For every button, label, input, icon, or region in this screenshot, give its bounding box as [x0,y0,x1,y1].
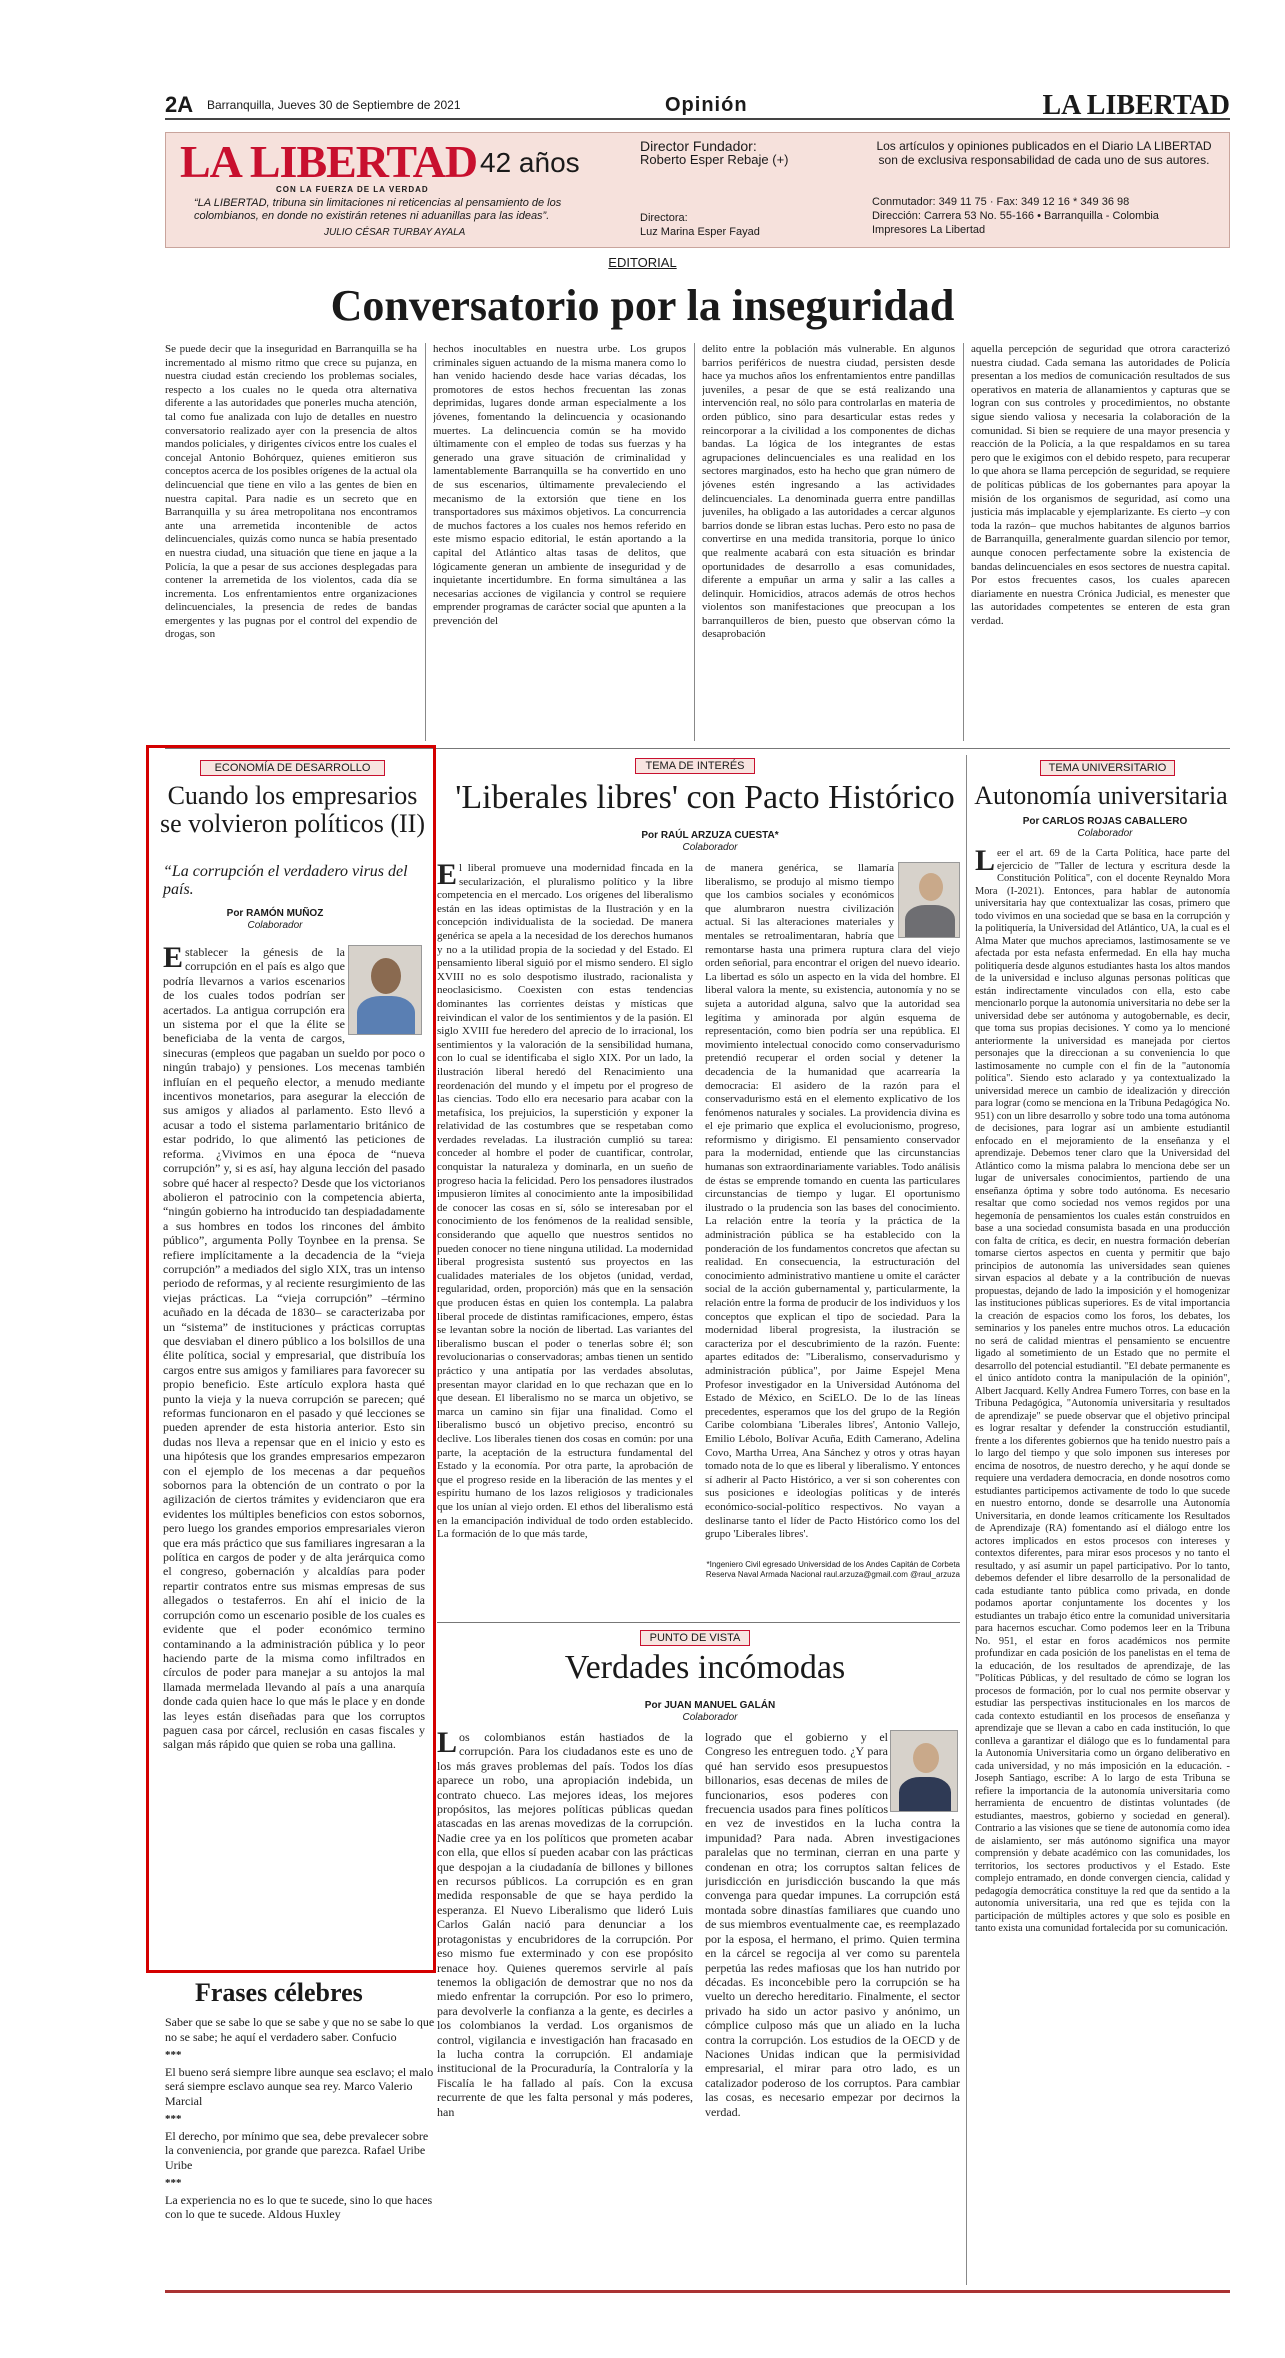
quote-separator: *** [165,2049,182,2061]
column-divider [963,343,964,741]
editorial-title: Conversatorio por la inseguridad [330,281,955,330]
right-article-byline [990,816,1220,840]
bottom-article-role: Colaborador [682,1712,738,1723]
quote-item: El bueno será siempre libre aunque sea esclavo; el malo será siempre esclavo aunque sea rey. Marco Valerio Marcial [165,2064,434,2108]
directora-name: Luz Marina Esper Fayad [640,226,760,238]
quote-item: Saber que se sabe lo que se sabe y que no se sabe lo que no se sabe; he aquí el verdadero saber. Confucio [165,2015,435,2044]
bottom-article-tag: PUNTO DE VISTA [640,1630,750,1646]
section-divider [437,1622,960,1623]
center-article-column-2 [705,862,960,1552]
center-article-text-b: de manera genérica, se llamaría liberalismo, se produjo al mismo tiempo que los cambios sociales y económicos que alumbraron nuestra civilización actual. Si las alteraciones materiales y mentales se retroalimentaran, habría que remontarse hasta una primera ruptura clara del viejo orden señorial, para encontrar el origen del nuevo ideario. La libertad es sólo un aspecto en la vida del hombre. El liberal valora la mente, su existencia, autonomía y no se sujeta a autoridad alguna, salvo que la autoridad sea legítima y aminorada por algún esquema de representación, como bien podría ser una república. El movimiento intelectual conocido como conservadurismo pretendió recuperar el orden social y detener la decadencia de la humanidad que acarrearía la democracia: El asidero de la razón para el conservadurismo está en el elemento explicativo de los fenómenos naturales y sociales. La providencia divina es el eje primario que explica el evolucionismo, progreso, reformismo y dirigismo. El pensamiento conservador para la modernidad, entiende que las circunstancias humanas son extraordinariamente variables. Todo análisis de éstas se emprende tomando en cuenta las particulares circunstancias de tiempo y lugar. El oportunismo ilustrado o la prudencia son las bases del conocimiento. La relación entre la teoría y la práctica de la administración pública se ha establecido con la ponderación de los fundamentos concretos que afectan su realidad. En consecuencia, la estructuración del conocimiento administrativo mantiene u omite el carácter social de la acción gubernamental y, particularmente, la relación entre la forma de producir de los individuos y los conceptos que explican el tipo de sociedad. Para la modernidad liberal progresista, la ilustración se caracteriza por el descubrimiento de la razón. Fuente: apartes editados de: "Liberalismo, conservadurismo y administración pública", por Jaime Espejel Mena Profesor investigador en la Universidad Autónoma del Estado de México, en SciELO. De lo de las líneas precedentes, esperamos que los del grupo de la Región Caribe colombiana 'Liberales libres', Antonio Vallejo, Emilio Lébolo, Bolívar Acuña, Edith Camerano, Adelina Covo, Martha Urrea, Ana Sánchez y otros y otras hayan tomado nota de lo que es liberal y liberalismo. Y entonces sí adherir al Pacto Histórico, a ver si son coherentes con sus posiciones e ideologías políticas y de interés económico-social-político respectivos. No vayan a deslinarse tanto el líder de Pacto Histórico como los del grupo 'Liberales libres'. [705,862,960,1541]
bottom-article-byline [620,1700,800,1724]
editorial-text-1: Se puede decir que la inseguridad en Barranquilla se ha incrementado al mismo ritmo que crece su pujanza, en nuestra ciudad están creciendo los problemas sociales, respecto a los cuales no le queda otra alternativa diferente a las autoridades que ponerles mucha atención, tal como fue analizada con lujo de detalles en nuestro conversatorio realizado ayer con la presencia de altos mandos policiales, y dirigentes cívicos entre los cuales el concejal Antonio Bohórquez, quienes emitieron sus conceptos acerca de los posibles orígenes de la actual ola delincuencial que tiene en vilo a las gentes de bien en nuestra capital. Para nadie es un secreto que en Barranquilla y su área metropolitana nos encontramos ante una arremetida incontenible de actos delincuenciales, quizás como nunca se había presentado en nuestra ciudad, una situación que tiene en jaque a la Policía, la que a pesar de sus acciones desplegadas para contener la arremetida de los violentos, cada día se incrementa. Los enfrentamientos entre organizaciones delincuenciales, la presencia de redes de bandas emergentes y las pugnas por el control del expendio de drogas, son [165,343,417,641]
bottom-rule [165,2290,1230,2293]
masthead [165,132,1230,248]
right-article-author: Por CARLOS ROJAS CABALLERO [1022,816,1188,827]
quote-item: El derecho, por mínimo que sea, debe prevalecer sobre la conveniencia, por grande que parezca. Rafael Uribe Uribe [165,2128,429,2172]
director-name: Roberto Esper Rebaje (+) [640,152,789,167]
editorial-text-2: hechos inocultables en nuestra urbe. Los grupos criminales siguen actuando de la misma manera como lo han venido haciendo desde hace varias décadas, los promotores de estos hechos frecuentan las zonas deprimidas, lugares donde arman especialmente a los jóvenes, fomentando la delincuencia y ocasionando muertes. La delincuencia común se ha movido últimamente con el empleo de todas sus fuerzas y ha generado una grave situación de criminalidad y lamentablemente Barranquilla se ha convertido en uno de sus escenarios, últimamente prevaleciendo el mecanismo de la extorsión que tiene en los transportadores sus máximos objetivos. La concurrencia de muchos factores a los cuales nos hemos referido en este mismo espacio editorial, le están aportando a la capital del Atlántico altas tasas de delitos, que lógicamente generan un ambiente de inseguridad y de inquietante incertidumbre. En forma simultánea a las necesarias acciones de vigilancia y control se requiere emprender programas de carácter social que apunten a la prevención del [433,343,686,627]
paper-name: LA LIBERTAD [1042,90,1230,121]
bottom-article-text-b: logrado que el gobierno y el Congreso les entreguen todo. ¿Y para qué han servido esos presupuestos billonarios, esas decenas de miles de funcionarios, esos poderes con frecuencia usados para fines políticos en vez de investidos en la lucha contra la impunidad? Para nada. Abren investigaciones paralelas que no terminan, cierran en una parte y condenan en otra; los corruptos saltan felices de jurisdicción en jurisdicción buscando la que más convenga para quedar impunes. La corrupción está montada sobre dinastías familiares que cuando uno de sus miembros eventualmente cae, es reemplazado por la esposa, el hermano, el primo. Quien termina en la cárcel se regocija al ver como su parentela perpetúa las redes mafiosas que los han nutrido por décadas. Es inconcebible pero la corrupción se ha vuelto un derecho hereditario. Finalmente, el sector privado ha sido un actor pasivo y anónimo, un cómplice culposo más que un aliado en la lucha contra la corrupción. Los estudios de la OECD y de Naciones Unidas indican que la permisividad empresarial, el mirar para otro lado, es un catalizador poderoso de los corruptos. Para cambiar las cosas, es necesario empezar por decirnos la verdad. [705,1730,960,2119]
editorial-text-3: delito entre la población más vulnerable. En algunos barrios periféricos de nuestra ciudad, persisten desde hace ya muchos años los enfrentamientos entre pandillas juveniles, a pesar de que se está realizando una intervención real, no sólo para controlarlas en materia de orden público, sino para desarticular estas redes y reincorporar a la civilidad a los componentes de dichas bandas. La lógica de los integrantes de estas agrupaciones delincuenciales es una realidad en los sectores marginados, esto ha hecho que gran número de jóvenes estén ingresando a las actividades delincuenciales. La denominada guerra entre pandillas juveniles, ha obligado a las autoridades a cercar algunos barrios donde se libran estas luchas. Pero esto no pasa de convertirse en una medida transitoria, porque lo único que realmente acabará con esta situación es brindar oportunidades de desarrollo a esas comunidades, diferente a empuñar un arma y salir a las calles a delinquir. Homicidios, atracos además de otros hechos violentos son manifestaciones que preocupan a los barranquilleros de bien, puesto que observan cómo la desaprobación [702,343,955,641]
anniversary: 42 años [480,147,580,178]
phone-numbers: Conmutador: 349 11 75 · Fax: 349 12 16 * 349 36 98 [872,196,1130,208]
logo-tagline: CON LA FUERZA DE LA VERDAD [276,185,429,194]
left-article-text: stablecer la génesis de la corrupción en el país es algo que podría llevarnos a varios escenarios de los cuales todos podrían ser acertados. La antigua corrupción era un sistema por el que la élite se beneficiaba de la venta de cargos, sinecuras (empleos que pagaban un sueldo por poco o ningún trabajo) y pensiones. Los mecenas también influían en el pequeño elector, a menudo mediante incentivos monetarios, para asegurar la elección de sus amigos y aliados al parlamento. Esto llevó a acusar a todo el sistema parlamentario británico de estar podrido, lo que alimentó las peticiones de reforma. ¿Vivimos en una época de “nueva corrupción” y, si es así, hay alguna lección del pasado sobre qué hacer al respecto? Desde que los victorianos abolieron el patrocinio con la competencia abierta, “ningún gobierno ha introducido tan despiadadamente a sus hombres en todos los rincones del ámbito público”, argumenta Polly Toynbee en la prensa. Se refiere implícitamente a la decadencia de la “vieja corrupción” a mediados del siglo XIX, tras un intenso periodo de reformas, y al reciente resurgimiento de las viejas prácticas. La “vieja corrupción” –término acuñado en la década de 1830– se caracterizaba por un “sistema” de instituciones y prácticas corruptas que desviaban el dinero público a los bolsillos de una élite política, social y empresarial, que distribuía los cargos entre sus amigos y familiares para favorecer su propio beneficio. Este artículo explora hasta qué punto la vieja y la nueva corrupción se parecen; qué reformas funcionaron en el pasado y qué lecciones se pueden aprender de esta historia anterior. Esto sin dudas nos lleva a repensar que en el inicio y esto es una hipótesis que los grandes empresarios empezaron con el ejemplo de los mecenas a dar pequeños sobornos para la obtención de un contrato o por la agilización de ciertos trámites y evidenciaron que era evidentes los múltiples beneficios con estos sobornos, pero luego los grandes emporios empresariales vieron que era más práctico que sus familiares ingresaran a la política en cargos de poder y de alta jerárquica como el congreso, gobernación y alcaldías para poder repartir contratos entre sus mismas empresas de sus allegados o testaferros. En ahí el inicio de la corrupción como un escenario posible de los cuales es evidente que el poder económico termino contaminando a la administración pública y lo peor haciendo parte de la misma como infiltrados en círculos de poder para manejar a su antojos la mal llamada mermelada llevando al país a una anarquía donde cada quien hace lo que más le place y en donde las leyes están diseñadas para que los corruptos paguen casa por cárcel, reclusión en casas fiscales y salgan más rápido que quien se roba una gallina. [163,945,425,1752]
left-article-byline [200,908,350,932]
bottom-article-text-a: os colombianos están hastiados de la corrupción. Para los ciudadanos este es uno de los más graves problemas del país. Todos los días aparece un robo, una apropiación indebida, un contrato chueco. Las mejores ideas, los mejores propósitos, las mejores políticas públicas quedan atascadas en las arenas movedizas de la corrupción. Nadie cree ya en los políticos que prometen acabar con ella, que ellos sí pueden acabar con las prácticas que despojan a la ciudadanía de billones y billones en recursos públicos. La corrupción es en gran medida responsable de que se haya perdido la esperanza. El Nuevo Liberalismo que lideró Luis Carlos Galán nació para denunciar a los protagonistas y encubridores de la corrupción. Por eso mismo fue exterminado y con ese propósito renace hoy. Quienes queremos servirle al país tenemos la obligación de demostrar que no nos da miedo enfrentar la corrupción. Por eso lo primero, para devolverle la confianza a la gente, es decirles a los colombianos la verdad. Los organismos de control, vigilancia e investigación han fracasado en la lucha contra la corrupción. El andamiaje institucional de la Procuraduría, la Contraloría y la Fiscalía le ha fallado al país. Con la excusa recurrente de que les falta personal y más poderes, han [437,1730,693,2119]
quote-item: La experiencia no es lo que te sucede, sino lo que haces con lo que te sucede. Aldous Huxley [165,2192,433,2221]
column-divider [966,755,967,2285]
center-article-author: Por RAÚL ARZUZA CUESTA* [641,830,779,841]
director-founder [640,139,789,167]
page-header [165,92,1230,120]
page-number: 2A [165,92,194,117]
center-article-byline [620,830,800,854]
bottom-article-title: Verdades incómodas [564,1649,846,1686]
quote-separator: *** [165,2177,182,2189]
address: Dirección: Carrera 53 No. 55-166 • Barranquilla - Colombia [872,210,1159,222]
quotes-title: Frases célebres [195,1978,363,2007]
editorial-column-1 [165,343,417,743]
dropcap: E [437,862,458,891]
right-article-tag: TEMA UNIVERSITARIO [1040,760,1175,776]
editorial-column-2 [433,343,686,743]
right-article-role: Colaborador [1077,828,1133,839]
right-article-body [975,848,1230,2285]
directora-label: Directora: [640,212,688,224]
left-article-author: Por RAMÓN MUÑOZ [226,908,324,919]
dropcap: E [163,945,184,974]
bottom-article-author: Por JUAN MANUEL GALÁN [644,1700,776,1711]
center-article-role: Colaborador [682,842,738,853]
left-article-body [163,945,425,1965]
center-article-text-a: l liberal promueve una modernidad fincada en la secularización, el pluralismo político y la libre competencia en el mercado. Los orígenes del liberalismo están en las ideas optimistas de la Ilustración y en la concepción individualista de la sociedad. De manera genérica se apela a la necesidad de los derechos humanos y no a la utilidad propia de la sociedad y del Estado. El pensamiento liberal siguió por el mismo sendero. El siglo XVIII no es solo despotismo ilustrado, racionalista y neoclasicismo. Coexisten con estas tendencias dominantes las corrientes deístas y místicas que reivindican el valor de los sentimientos y de la pasión. El siglo XVIII fue heredero del aprecio de lo irracional, los sentimientos y la valoración de la sensibilidad humana, con lo cual se identificaba el siglo XIX. Por un lado, la ilustración liberal heredó del Renacimiento una reordenación del mundo y el ímpetu por el progreso de las ciencias. Todo ello era necesario para acabar con la metafísica, los prejuicios, la superstición y exponer la relatividad de las costumbres que se respetaban como verdades reveladas. La ilustración cumplió su tarea: conceder al hombre el poder de cuantificar, controlar, conquistar la naturaleza y dominarla, en un sueño de progreso hacia la felicidad. Pero los pensadores ilustrados impusieron límites al conocimiento ante la imposibilidad de conocer las cosas en sí, sólo se interesaban por el conocimiento de los fenómenos de la realidad sensible, considerando que aquello que nuestros sentidos no pueden conocer no tiene ninguna utilidad. La modernidad liberal progresista sustentó sus proyectos en las cualidades materiales de los objetos (unidad, verdad, regularidad, orden, proporción) más que en la sensación que producen éstas en quien los contempla. La palabra liberal procede de distintas ramificaciones, empero, éstas se levantan sobre la noción de libertad. Las variantes del liberalismo buscan el poder o tenerlas sobre él; son revolucionarias o conservadoras; ambas tienen un sentido práctico y una antipatía por las verdades absolutas, presentan mayor claridad en lo que rechazan que en lo que desean. El liberalismo no se marca un objetivo, se marca un camino sin fijar una finalidad. Como el liberalismo buscó un objetivo preciso, encontró su declive. Los liberales tienen dos cosas en común: por una parte, la aceptación de la estructura fundamental del Estado y la economía. Por otra parte, la aprobación de que el progreso reside en la liberación de las mentes y el espíritu humano de los lazos religiosos y tradicionales que los unían al viejo orden. El ethos del liberalismo está en la emancipación individual de todo orden establecido. La formación de lo que más tarde, [437,862,693,1541]
column-divider [425,343,426,741]
left-article-subtitle: “La corrupción el verdadero virus del país. [163,863,408,898]
editorial-text-4: aquella percepción de seguridad que otrora caracterizó nuestra ciudad. Cada semana las autoridades de Policía presentan a los medios de comunicación resultados de sus operativos en materia de allanamientos y capturas que se logran con sus controles y procedimientos, no obstante sigue siendo valiosa y necesaria la colaboración de la comunidad. Si bien se requiere de una mayor presencia y reacción de la Policía, a la que respaldamos en su tarea pero que le exigimos con el debido respeto, para recuperar lo que ahora se llama percepción de seguridad, se requiere de políticas públicas de los gobernantes para apoyar la misión de los organismos de seguridad, así como una justicia más implacable y ejemplarizante. Es cierto –y con toda la razón– que muchos habitantes de algunos barrios de Barranquilla, generalmente guardan silencio por temor, aunque conocen perfectamente sobre la existencia de bandas delincuenciales en esos sectores de nuestra capital. Por estos frecuentes casos, los cuales aparecen diariamente en nuestra Crónica Judicial, es menester que las autoridades competentes se enteren de esta gran verdad. [971,343,1230,627]
masthead-quote-author: JULIO CÉSAR TURBAY AYALA [324,227,466,238]
contact-info [872,195,1159,237]
quotes-list [165,2015,435,2228]
center-article-tag: TEMA DE INTERÉS [635,758,755,774]
right-article-title: Autonomía universitaria [974,781,1228,810]
quote-separator: *** [165,2113,182,2125]
printer: Impresores La Libertad [872,224,986,236]
editorial-column-3 [702,343,955,743]
column-divider [694,343,695,741]
dropcap: L [975,848,996,877]
bottom-article-column-1 [437,1730,693,2285]
dateline: Barranquilla, Jueves 30 de Septiembre de 2021 [207,98,461,112]
center-article-title: 'Liberales libres' con Pacto Histórico [455,779,955,816]
disclaimer: Los artículos y opiniones publicados en el Diario LA LIBERTAD son de exclusiva responsabilidad de cada uno de sus autores. [876,139,1212,167]
directora [640,211,760,239]
editorial-column-4 [971,343,1230,743]
section-name: Opinión [665,94,748,116]
masthead-quote: “LA LIBERTAD, tribuna sin limitaciones ni reticencias al pensamiento de los colombianos, en donde no existirán retenes ni aduanillas para las ideas”. [194,197,562,222]
logo: LA LIBERTAD [180,136,478,187]
left-article-title: Cuando los empresarios se volvieron políticos (II) [160,781,425,839]
left-article-tag: ECONOMÍA DE DESARROLLO [200,760,385,776]
right-article-text: eer el art. 69 de la Carta Política, hace parte del ejercicio de "Taller de lectura y escritura desde la Constitución Política", con el docente Reynaldo Mora Mora (I-2021). Entonces, para hablar de autonomía universitaria hay que contextualizar las cosas, primero que todo vivimos en una sociedad que se basa en la corrupción y la politiquería, la Universidad del Atlántico, UA, la cual es el Alma Mater que muchos apreciamos, lastimosamente se ve afectada por esta nefasta enfermedad. En ella hay mucha politiquería desde algunos estudiantes hasta los altos mandos de la universidad e incluso algunas personas políticas que están indirectamente vinculados con ella, esto cabe mencionarlo porque la autonomía universitaria no debe ser la universidad debe ser autónoma y autogobernable, es decir, que toma sus propias decisiones. Y como ya lo mencioné anteriormente la universidad es manejada por ciertos personajes que la direccionan a su conveniencia lo que lastimosamente no cumple con el fin de la "autonomía política". Siendo esto aclarado y ya contextualizado la universidad merece un cambio de idealización y dirección para lograr (como se menciona en la Tribuna Pedagógica No. 951) con un libre desarrollo y sobre todo una toma autónoma de decisiones, para lograr así un ambiente estudiantil enfocado en el mejoramiento de la enseñanza y el aprendizaje. Debemos tener claro que la Universidad del Atlántico como la misma palabra lo menciona debe ser un lugar de universales conocimientos, partiendo de una enseñanza óptima y sobre todo autónoma. Es necesario resaltar que como sociedad nos vemos regidos por una hegemonía de pensamientos los cuales están construidos en base a una sociedad consumista basada en una producción con falta de crítica, es decir, en nuestra formación deberían tomarse ciertos aspectos en cuenta y permitir que bajo principios de autonomía las universidades sean quienes sirvan espacios al debate y a la contribución de nuevas propuestas, dejando de lado la imposición y el homogenizar las instituciones públicas superiores. Es de vital importancia la creación de espacios como los foros, los debates, los seminarios y los paneles entre muchos otros. La educación no será de calidad mientras el pensamiento se encuentre ligado al sometimiento de un Estado que no permite el desarrollo del potencial estudiantil. "El debate permanente es el único antídoto contra la manipulación de la opinión", Albert Jacquard. Kelly Andrea Fumero Torres, con base en la Tribuna Pedagógica, "Autonomía universitaria y resultados de aprendizaje" se puede observar que el objetivo principal es lograr resaltar y defender la construcción estudiantil, frente a los diferentes gobiernos que ha tenido nuestro país a lo largo del tiempo y que solo imponen sus intereses por encima de nosotros, de nuestro derecho, y he aquí donde se requiere una verdadera democracia, en donde nosotros como estudiantes participemos activamente de todo lo que sucede en nuestro entorno, donde se desarrolle una Autonomía Universitaria, en donde leamos críticamente los Resultados de Aprendizaje (RA) fomentando así el diálogo entre los actores implicados en estos procesos con intereses y contextos diferentes, para mirar esos procesos y no tanto el resultado, y así asumir un papel participativo. Por lo tanto, debemos defender el libre desarrollo de la personalidad de cada estudiante tanto pública como privada, en donde podamos aportar conjuntamente los docentes y los estudiantes un trabajo ético entre la comunidad universitaria para hacernos escuchar. Como podemos leer en la Tribuna No. 951, el estar en foros académicos nos permite profundizar en cada posición de los panelistas en el tema de la educación, de los resultados de aprendizaje, de las "Políticas Públicas, y del resultado de cómo se logran los procesos de formación, por lo cual nos permite observar y estudiar las perspectivas institucionales en los marcos de cada contexto estudiantil en los procesos de enseñanza y aprendizaje que se llevan a cabo en cada institución, lo que conlleva a garantizar el diálogo que es lo fundamental para la Autonomía Universitaria como un órgano deliberativo en cada universidad, y no más imposición en la educación. -Joseph Santiago, escribe: A lo largo de esta Tribuna se refiere la importancia de la autonomía universitaria como herramienta de encuentro de distintas voluntades (de estudiantes, maestros, gobierno y sociedad en general). Contrario a las visiones que se tiene de autonomía como idea de aislamiento, ser más autónomo significa una mayor comprensión y debate académico con las comunidades, los territorios, los sectores productivos y el Estado. Este complejo entramado, en donde convergen ciencia, calidad y pedagogía democrática constituye la red que da sentido a la autonomía universitaria, una red que es tejida con la participación de múltiples actores y que solo es posible en tanto exista una comunidad fortalecida por su comunicación. [975,848,1230,1934]
director-label: Director Fundador: [640,138,757,154]
bottom-article-column-2 [705,1730,960,2285]
left-article-role: Colaborador [247,920,303,931]
editorial-label: EDITORIAL [608,255,677,270]
author-note: *Ingeniero Civil egresado Universidad de los Andes Capitán de Corbeta Reserva Naval Armada Nacional raul.arzuza@gmail.com @raul_arzuza [705,1560,960,1579]
dropcap: L [437,1730,458,1759]
center-article-column-1 [437,862,693,1620]
